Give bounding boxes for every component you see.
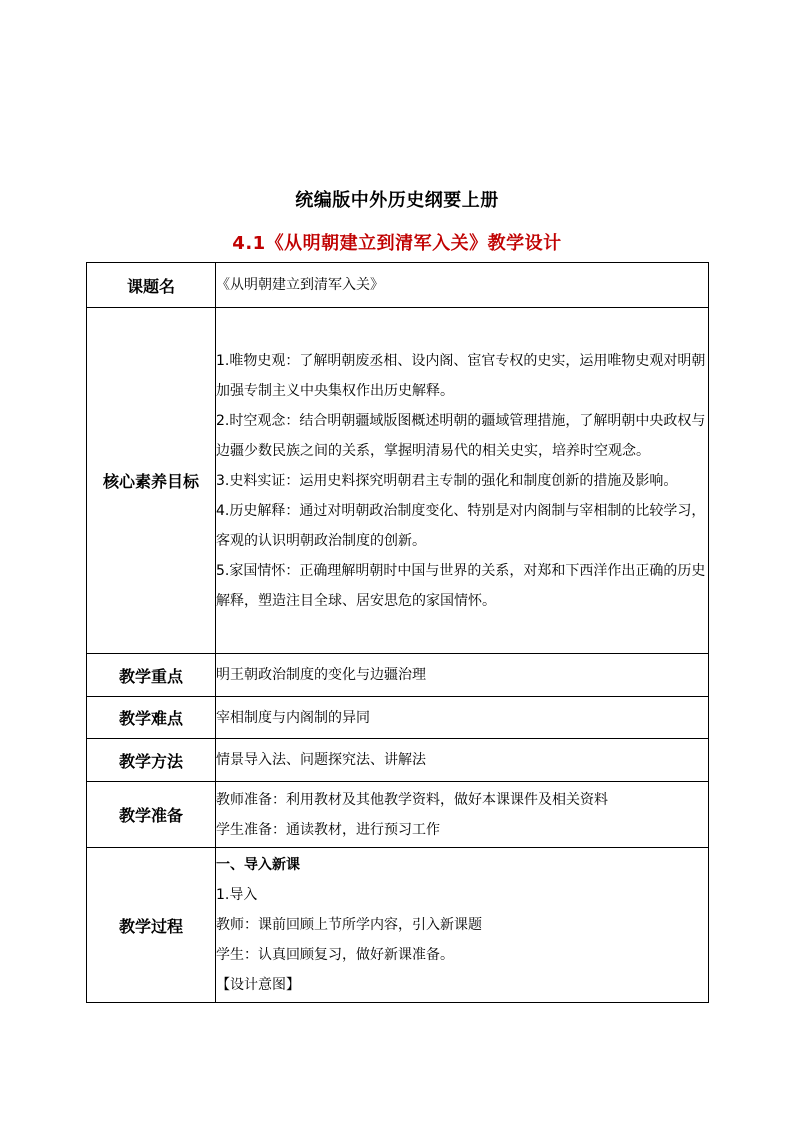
preparation-content <box>216 782 709 848</box>
document-title: 统编版中外历史纲要上册 <box>295 190 499 211</box>
goals-content <box>216 308 709 654</box>
preparation-label: 教学准备 <box>87 782 216 848</box>
method-label: 教学方法 <box>87 739 216 782</box>
row-process <box>87 848 709 1003</box>
goals-label: 核心素养目标 <box>87 308 216 654</box>
row-goals <box>87 308 709 654</box>
process-label: 教学过程 <box>87 848 216 1003</box>
document-subtitle: 4.1《从明朝建立到清军入关》教学设计 <box>232 233 562 254</box>
goal-item: 3.史料实证：运用史料探究明朝君主专制的强化和制度创新的措施及影响。 <box>216 472 678 489</box>
topic-value: 《从明朝建立到清军入关》 <box>216 263 709 308</box>
lesson-plan-table <box>86 262 709 1003</box>
difficulty-label: 教学难点 <box>87 697 216 739</box>
goal-item: 5.家国情怀：正确理解明朝时中国与世界的关系，对郑和下西洋作出正确的历史解释，塑造注目全球、居安思危的家国情怀。 <box>216 562 706 609</box>
key-point-label: 教学重点 <box>87 654 216 697</box>
goal-item: 2.时空观念：结合明朝疆域版图概述明朝的疆域管理措施，了解明朝中央政权与边疆少数民族之间的关系，掌握明清易代的相关史实，培养时空观念。 <box>216 412 706 459</box>
key-point-value: 明王朝政治制度的变化与边疆治理 <box>216 654 709 697</box>
row-key-point <box>87 654 709 697</box>
row-preparation <box>87 782 709 848</box>
topic-label: 课题名 <box>87 263 216 308</box>
row-topic <box>87 263 709 308</box>
process-line: 【设计意图】 <box>216 977 300 993</box>
process-line: 教师：课前回顾上节所学内容，引入新课题 <box>216 917 482 933</box>
process-content <box>216 848 709 1003</box>
process-line: 1.导入 <box>216 887 258 903</box>
method-value: 情景导入法、问题探究法、讲解法 <box>216 739 709 782</box>
difficulty-value: 宰相制度与内阁制的异同 <box>216 697 709 739</box>
goal-item: 1.唯物史观：了解明朝废丞相、设内阁、宦官专权的史实，运用唯物史观对明朝加强专制主义中央集权作出历史解释。 <box>216 352 706 399</box>
preparation-item: 教师准备：利用教材及其他教学资料，做好本课课件及相关资料 <box>216 791 608 808</box>
preparation-item: 学生准备：通读教材，进行预习工作 <box>216 821 440 838</box>
process-section-heading: 一、导入新课 <box>216 857 300 873</box>
goal-item: 4.历史解释：通过对明朝政治制度变化、特别是对内阁制与宰相制的比较学习，客观的认识明朝政治制度的创新。 <box>216 502 706 549</box>
row-method <box>87 739 709 782</box>
row-difficulty <box>87 697 709 739</box>
process-line: 学生：认真回顾复习，做好新课准备。 <box>216 947 454 963</box>
